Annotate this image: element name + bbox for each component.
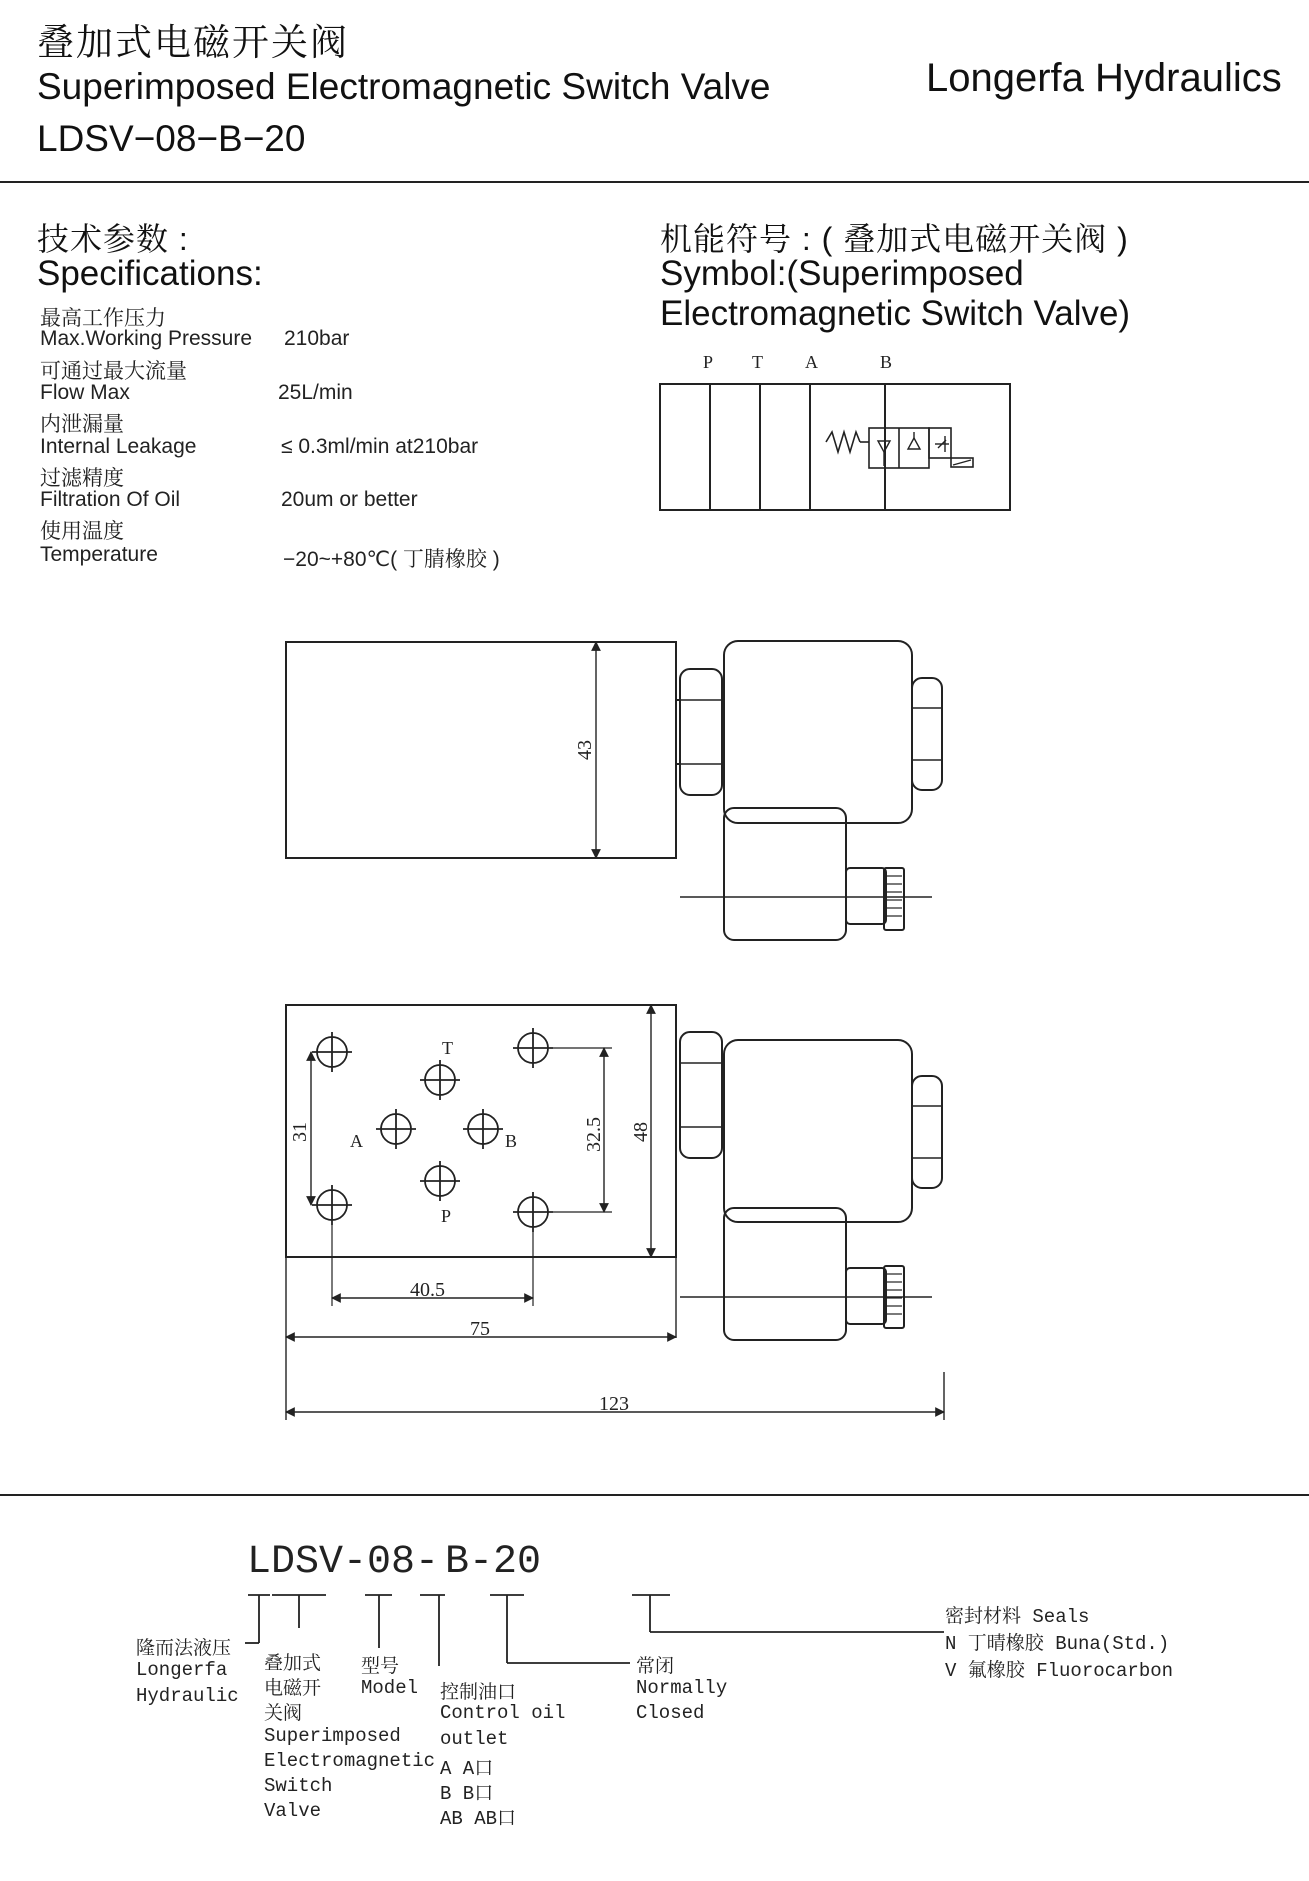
company-label: Longerfa [136, 1659, 228, 1681]
type-label: 叠加式 [264, 1653, 322, 1675]
type-label: 关阀 [264, 1703, 303, 1725]
spec-value: 210bar [284, 327, 350, 350]
control-label: Control oil [440, 1702, 566, 1724]
dim-32-5-label: 32.5 [583, 1117, 605, 1152]
spec-en: Flow Max [40, 381, 130, 404]
dim-75-label: 75 [470, 1318, 490, 1340]
model-label: 型号 [361, 1656, 400, 1678]
symbol-port-p: P [703, 352, 714, 372]
dim-31-label: 31 [289, 1122, 311, 1142]
ordering-divider [0, 1494, 1309, 1496]
spec-value: −20~+80℃( 丁腈橡胶 ) [283, 548, 500, 571]
spec-en: Max.Working Pressure [40, 327, 253, 350]
control-label: outlet [440, 1728, 509, 1750]
brand-logo-text: Longerfa Hydraulics [926, 56, 1282, 100]
seals-heading: 密封材料 Seals [945, 1606, 1090, 1628]
spec-cn: 内泄漏量 [40, 413, 124, 436]
specs-heading-cn: 技术参数 : [37, 221, 189, 257]
spec-cn: 使用温度 [40, 520, 124, 543]
front-view-drawing [286, 1005, 944, 1420]
side-view-drawing [286, 641, 942, 940]
dim-48-label: 48 [630, 1122, 652, 1142]
normally-label: Closed [636, 1702, 705, 1724]
type-label: Switch [264, 1775, 333, 1797]
seals-option: N 丁晴橡胶 Buna(Std.) [945, 1633, 1170, 1655]
control-label: 控制油口 [440, 1682, 517, 1704]
ordering-code-leaders [245, 1595, 944, 1666]
spec-en: Temperature [40, 543, 158, 566]
hydraulic-symbol [660, 352, 1010, 510]
control-option: A A口 [440, 1758, 494, 1780]
spec-cn: 过滤精度 [40, 467, 124, 490]
spec-en: Internal Leakage [40, 435, 197, 458]
specs-heading-en: Specifications: [37, 254, 263, 293]
symbol-heading-cn: 机能符号 : ( 叠加式电磁开关阀 ) [660, 221, 1129, 257]
symbol-heading-en-1: Symbol:(Superimposed [660, 254, 1024, 293]
company-label-cn: 隆而法液压 [136, 1638, 232, 1660]
port-a-label: A [350, 1131, 363, 1151]
model-title: LDSV−08−B−20 [37, 118, 306, 159]
control-option: AB AB口 [440, 1808, 517, 1830]
spec-value: ≤ 0.3ml/min at210bar [281, 435, 479, 458]
type-label: 电磁开 [264, 1678, 322, 1700]
spec-value: 25L/min [278, 381, 353, 404]
normally-label: 常闭 [636, 1656, 675, 1678]
symbol-heading-en-2: Electromagnetic Switch Valve) [660, 294, 1131, 333]
spec-value: 20um or better [281, 488, 418, 511]
symbol-port-a: A [805, 352, 818, 372]
type-label: Valve [264, 1800, 322, 1822]
spec-cn: 可通过最大流量 [40, 360, 187, 383]
model-label: Model [361, 1677, 419, 1699]
symbol-port-b: B [880, 352, 893, 372]
type-label: Electromagnetic [264, 1750, 436, 1772]
type-label: Superimposed [264, 1725, 401, 1747]
dim-40-5-label: 40.5 [410, 1279, 445, 1301]
seals-option: V 氟橡胶 Fluorocarbon [945, 1660, 1174, 1682]
title-cn: 叠加式电磁开关阀 [37, 22, 349, 63]
dim-43-label: 43 [574, 740, 596, 760]
symbol-port-t: T [752, 352, 763, 372]
port-p-label: P [441, 1206, 452, 1226]
company-label: Hydraulic [136, 1685, 239, 1707]
title-en: Superimposed Electromagnetic Switch Valve [37, 66, 771, 107]
dim-123-label: 123 [599, 1393, 629, 1415]
normally-label: Normally [636, 1677, 728, 1699]
port-t-label: T [442, 1038, 453, 1058]
spec-en: Filtration Of Oil [40, 488, 181, 511]
ordering-code: LDSV-08- B-20 [247, 1540, 542, 1585]
port-b-label: B [505, 1131, 518, 1151]
control-option: B B口 [440, 1783, 494, 1805]
spec-cn: 最高工作压力 [40, 307, 166, 330]
